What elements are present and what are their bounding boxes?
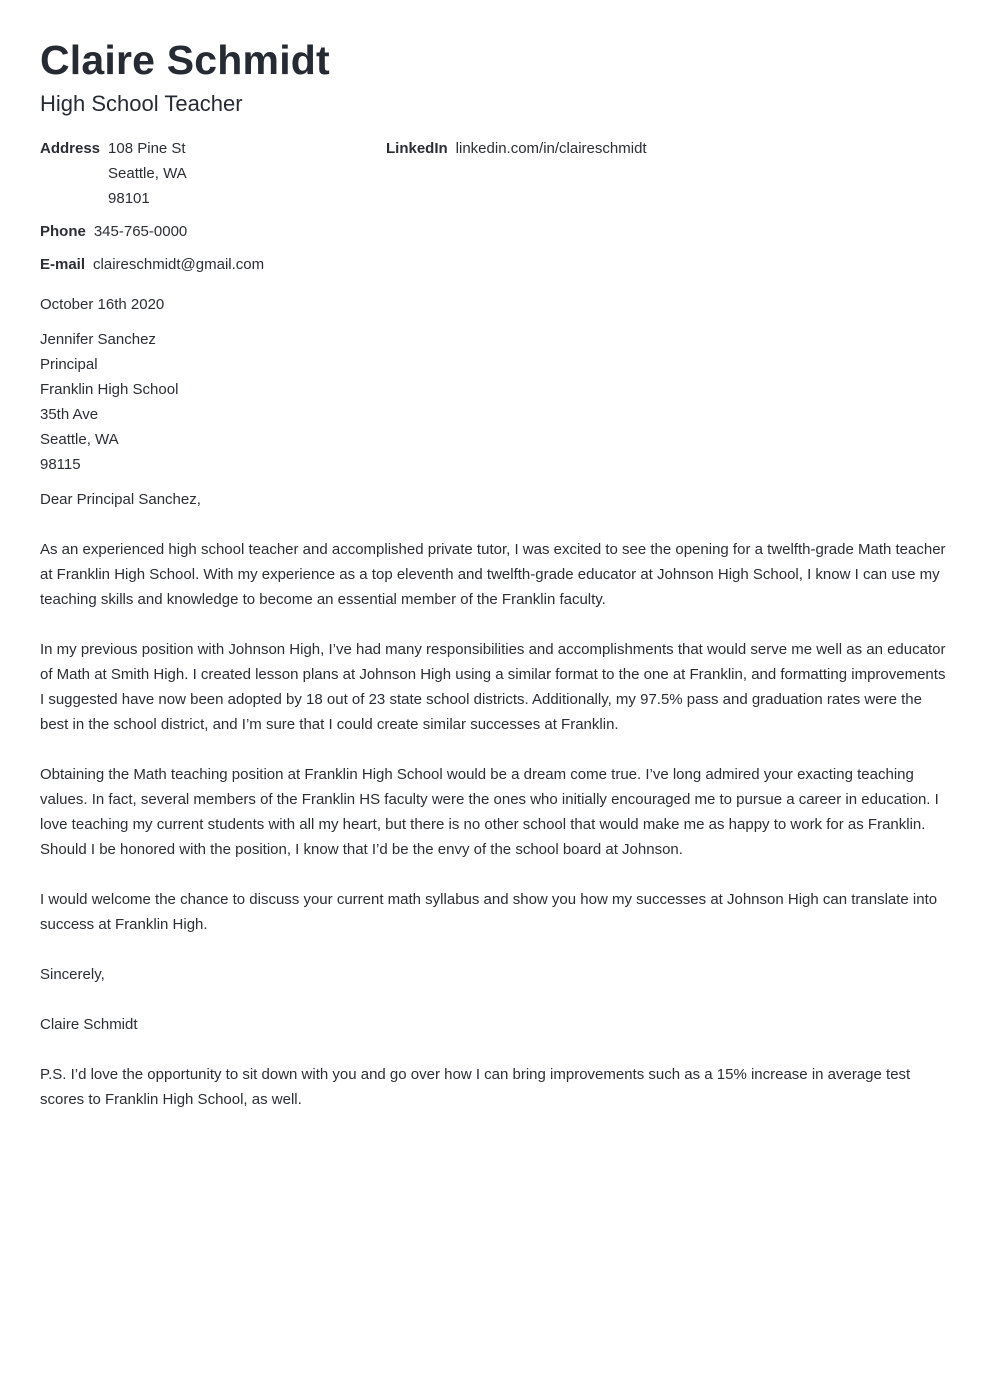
- address-line: 108 Pine St: [108, 140, 186, 157]
- letter-paragraph: I would welcome the chance to discuss your current math syllabus and show you how my successes at Johnson High can translate into success at Franklin High.: [40, 891, 938, 933]
- contact-email: [40, 252, 264, 277]
- applicant-name: Claire Schmidt: [40, 37, 330, 83]
- recipient-line: Seattle, WA: [40, 431, 119, 448]
- recipient-block: [40, 327, 950, 477]
- postscript: P.S. I’d love the opportunity to sit down with you and go over how I can bring improvements such as a 15% increase in average test scores to Franklin High School, as well.: [40, 1066, 911, 1108]
- letter-paragraph: Obtaining the Math teaching position at Franklin High School would be a dream come true. I’ve long admired your exacting teaching values. In fact, several members of the Franklin HS faculty were the ones who initially encouraged me to pursue a career in education. I love teaching my current students with all my heart, but there is no other school that would make me as happy to work for as Franklin. Should I be honored with the position, I know that I’d be the envy of the school board at Johnson.: [40, 766, 939, 858]
- salutation: Dear Principal Sanchez,: [40, 491, 201, 508]
- email-label: E-mail: [40, 256, 86, 273]
- email-value: claireschmidt@gmail.com: [93, 256, 265, 273]
- contact-phone: [40, 219, 187, 244]
- linkedin-label: LinkedIn: [386, 140, 448, 157]
- recipient-line: 35th Ave: [40, 406, 99, 423]
- address-line: 98101: [108, 190, 150, 207]
- contact-section: [40, 136, 950, 286]
- linkedin-value: linkedin.com/in/claireschmidt: [455, 140, 647, 157]
- letter-paragraph: As an experienced high school teacher and accomplished private tutor, I was excited to see the opening for a twelfth-grade Math teacher at Franklin High School. With my experience as a top eleventh and twelfth-grade educator at Johnson High School, I know I can use my teaching skills and knowledge to become an essential member of the Franklin faculty.: [40, 541, 946, 608]
- closing: Sincerely,: [40, 966, 105, 983]
- letter-date: October 16th 2020: [40, 296, 165, 313]
- phone-value: 345-765-0000: [93, 223, 188, 240]
- address-value: [108, 136, 187, 211]
- address-line: Seattle, WA: [108, 165, 187, 182]
- phone-label: Phone: [40, 223, 86, 240]
- recipient-line: 98115: [40, 456, 81, 473]
- contact-address: [40, 136, 187, 211]
- recipient-line: Principal: [40, 356, 98, 373]
- applicant-job-title: High School Teacher: [40, 91, 243, 116]
- signature: Claire Schmidt: [40, 1016, 138, 1033]
- contact-linkedin: [386, 136, 647, 161]
- recipient-line: Franklin High School: [40, 381, 179, 398]
- letter-paragraph: In my previous position with Johnson High, I’ve had many responsibilities and accomplishments that would serve me well as an educator of Math at Smith High. I created lesson plans at Johnson High using a similar format to the one at Franklin, and formatting improvements I suggested have now been adopted by 18 out of 23 state school districts. Additionally, my 97.5% pass and graduation rates were the best in the school district, and I’m sure that I could create similar successes at Franklin.: [40, 641, 946, 733]
- address-label: Address: [40, 140, 101, 157]
- recipient-line: Jennifer Sanchez: [40, 331, 156, 348]
